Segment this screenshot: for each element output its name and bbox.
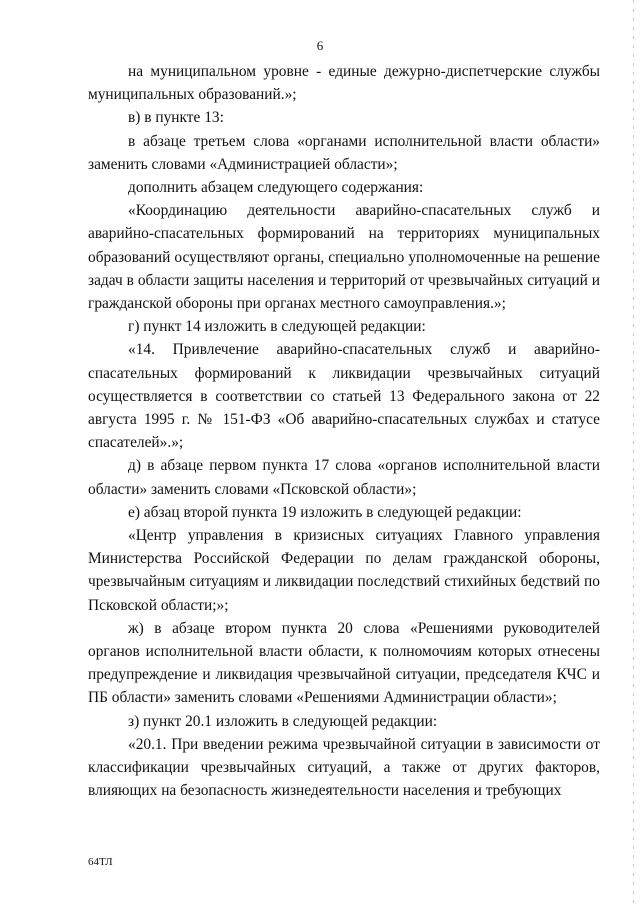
document-body — [88, 60, 600, 803]
paragraph: дополнить абзацем следующего содержания: — [128, 179, 424, 197]
paragraph: в) в пункте 13: — [128, 109, 224, 127]
paragraph: г) пункт 14 изложить в следующей редакции: — [128, 318, 426, 336]
paragraph: ж) в абзаце втором пункта 20 слова «Решениями руководителей органов исполнительной власти области, к полномочиям которых отнесены предупреждение и ликвидация чрезвычайной ситуации, председателя КЧС и ПБ области» заменить словами «Решениями Администрации области»; — [88, 619, 600, 707]
paragraph: «Центр управления в кризисных ситуациях Главного управления Министерства Российской Федерации по делам гражданской обороны, чрезвычайным ситуациям и ликвидации последствий стихийных бедствий по Псковской области;»; — [88, 527, 600, 614]
paragraph: «14. Привлечение аварийно-спасательных служб и аварийно-спасательных формирований к ликвидации чрезвычайных ситуаций осуществляется в соответствии со статьей 13 Федерального закона от 22 августа 1995 г. № 151-ФЗ «Об аварийно-спасательных службах и статусе спасателей».»; — [88, 341, 600, 452]
scan-edge-mark — [633, 0, 634, 905]
paragraph: е) абзац второй пункта 19 изложить в следующей редакции: — [128, 503, 522, 521]
paragraph: з) пункт 20.1 изложить в следующей редакции: — [128, 712, 438, 730]
paragraph: д) в абзаце первом пункта 17 слова «органов исполнительной власти области» заменить словами «Псковской области»; — [88, 457, 600, 498]
paragraph: «20.1. При введении режима чрезвычайной ситуации в зависимости от классификации чрезвычайных ситуаций, а также от других факторов, влияющих на безопасность жизнедеятельности населения и требующих — [88, 735, 600, 800]
paragraph: на муниципальном уровне - единые дежурно-диспетчерские службы муниципальных образований.»; — [88, 63, 600, 104]
paragraph: «Координацию деятельности аварийно-спасательных служб и аварийно-спасательных формирований на территориях муниципальных образований осуществляют органы, специально уполномоченные на решение задач в области защиты населения и территорий от чрезвычайных ситуаций и гражданской обороны при органах местного самоуправления.»; — [88, 202, 600, 313]
paragraph: в абзаце третьем слова «органами исполнительной власти области» заменить словами «Администрацией области»; — [88, 132, 600, 173]
document-code: 64ТЛ — [88, 856, 113, 868]
page-number: 6 — [316, 38, 324, 53]
